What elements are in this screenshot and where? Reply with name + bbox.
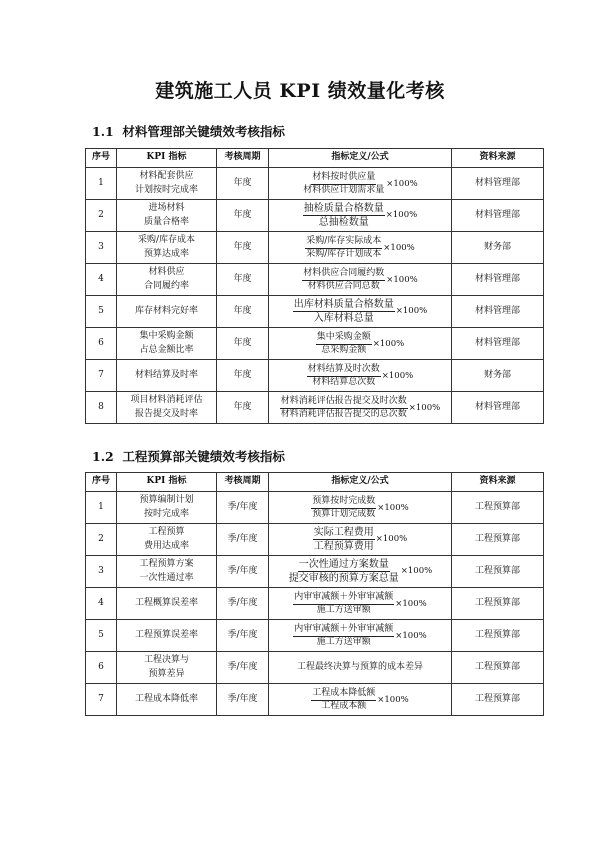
assessment-period: 季/年度: [217, 620, 269, 652]
kpi-line: 项目材料消耗评估: [130, 395, 203, 406]
formula-numerator: 出库材料质量合格数量: [293, 299, 394, 310]
kpi-line: 进场材料: [148, 203, 185, 214]
formula-cell: [269, 392, 452, 424]
row-number: 3: [86, 556, 117, 588]
formula-denominator: 材料结算总次数: [312, 376, 376, 387]
formula-multiplier: ×100%: [395, 630, 427, 641]
row-number: 2: [86, 200, 117, 232]
row-number: 4: [86, 588, 117, 620]
header-period: 考核周期: [217, 473, 269, 492]
formula-multiplier: ×100%: [386, 274, 418, 285]
kpi-line: 合同履约率: [143, 280, 189, 291]
formula-denominator: 总采购金额: [321, 344, 367, 355]
formula-cell: [269, 168, 452, 200]
data-source: 工程预算部: [452, 492, 544, 524]
table-row: [86, 492, 544, 524]
kpi-line: 库存材料完好率: [134, 305, 198, 316]
formula-numerator: 内审审减额＋外审审减额: [293, 592, 394, 605]
data-source: 工程预算部: [452, 556, 544, 588]
formula: [293, 624, 426, 648]
fraction: [305, 236, 382, 260]
assessment-period: 年度: [217, 168, 269, 200]
table-row: [86, 556, 544, 588]
section-title: 工程预算部关键绩效考核指标: [122, 449, 285, 464]
formula-multiplier: ×100%: [395, 598, 427, 609]
table-row: [86, 588, 544, 620]
kpi-line: 材料结算及时率: [134, 369, 198, 380]
formula-denominator: 总抽检数量: [318, 217, 369, 228]
kpi-name: [117, 232, 217, 264]
table-row: [86, 168, 544, 200]
formula-multiplier: ×100%: [385, 210, 418, 221]
kpi-name: [117, 652, 217, 684]
formula-text: 工程最终决算与预算的成本差异: [296, 661, 423, 672]
row-number: 1: [86, 168, 117, 200]
kpi-line: 预算编制计划: [139, 495, 194, 506]
formula-cell: [269, 232, 452, 264]
assessment-period: 年度: [217, 200, 269, 232]
formula: [302, 172, 417, 196]
formula-multiplier: ×100%: [377, 502, 409, 513]
kpi-name: [117, 296, 217, 328]
formula-multiplier: ×100%: [372, 338, 405, 349]
kpi-line: 报告提交及时率: [134, 408, 198, 419]
formula: [316, 332, 404, 356]
fraction: [311, 496, 376, 520]
kpi-name: [117, 328, 217, 360]
kpi-name: [117, 392, 217, 424]
materials-kpi-table: [85, 148, 544, 424]
kpi-name: [117, 556, 217, 588]
section-number: 1.2: [92, 449, 114, 464]
kpi-line: 质量合格率: [143, 216, 189, 227]
assessment-period: 年度: [217, 328, 269, 360]
formula: [280, 396, 440, 420]
formula-multiplier: ×100%: [408, 402, 441, 413]
fraction: [302, 172, 385, 196]
formula-numerator: 材料供应合同履约数: [302, 268, 385, 281]
formula-numerator: 内审审减额＋外审审减额: [293, 624, 394, 637]
table-row: [86, 264, 544, 296]
kpi-name: [117, 588, 217, 620]
table-row: [86, 524, 544, 556]
kpi-line: 工程概算误差率: [134, 597, 198, 608]
table-row: [86, 296, 544, 328]
kpi-line: 占总金额比率: [139, 344, 194, 355]
section-heading-budget: [92, 447, 285, 465]
kpi-line: 计划按时完成率: [134, 184, 198, 195]
table-header-row: [86, 473, 544, 492]
header-formula: 指标定义/公式: [269, 149, 452, 168]
kpi-line: 预算达成率: [143, 248, 189, 259]
kpi-name: [117, 684, 217, 716]
header-formula: 指标定义/公式: [269, 473, 452, 492]
assessment-period: 年度: [217, 232, 269, 264]
formula-cell: [269, 492, 452, 524]
formula-denominator: 预算计划完成数: [312, 508, 376, 519]
data-source: 材料管理部: [452, 264, 544, 296]
data-source: 工程预算部: [452, 684, 544, 716]
header-source: 资料来源: [452, 473, 544, 492]
formula-numerator: 预算按时完成数: [311, 496, 376, 509]
section-number: 1.1: [92, 124, 114, 139]
section-title: 材料管理部关键绩效考核指标: [122, 124, 285, 139]
kpi-line: 工程成本降低率: [134, 693, 198, 704]
table-header-row: [86, 149, 544, 168]
budget-kpi-table: [85, 472, 544, 716]
header-no: 序号: [86, 149, 117, 168]
table-row: [86, 232, 544, 264]
kpi-name: [117, 524, 217, 556]
formula-multiplier: ×100%: [383, 242, 415, 253]
row-number: 7: [86, 360, 117, 392]
formula-numerator: 材料结算及时次数: [307, 364, 381, 377]
table-row: [86, 652, 544, 684]
row-number: 6: [86, 652, 117, 684]
data-source: 材料管理部: [452, 328, 544, 360]
data-source: 财务部: [452, 360, 544, 392]
kpi-name: [117, 620, 217, 652]
formula-denominator: 施工方送审额: [316, 604, 371, 615]
kpi-line: 采购/库存成本: [137, 235, 196, 246]
formula-multiplier: ×100%: [381, 370, 414, 381]
formula: [293, 298, 427, 325]
formula-cell: [269, 556, 452, 588]
row-number: 8: [86, 392, 117, 424]
kpi-name: [117, 168, 217, 200]
assessment-period: 季/年度: [217, 684, 269, 716]
fraction: [293, 298, 395, 325]
formula-numerator: 抽检质量合格数量: [303, 203, 384, 214]
formula-cell: [269, 360, 452, 392]
assessment-period: 年度: [217, 360, 269, 392]
row-number: 1: [86, 492, 117, 524]
kpi-line: 一次性通过率: [139, 572, 194, 583]
table-row: [86, 360, 544, 392]
row-number: 7: [86, 684, 117, 716]
formula-multiplier: ×100%: [375, 534, 408, 545]
table-row: [86, 200, 544, 232]
data-source: 工程预算部: [452, 620, 544, 652]
data-source: 工程预算部: [452, 524, 544, 556]
formula-cell: [269, 524, 452, 556]
row-number: 6: [86, 328, 117, 360]
formula: [303, 202, 417, 229]
table-row: [86, 328, 544, 360]
formula-multiplier: ×100%: [386, 178, 418, 189]
assessment-period: 年度: [217, 296, 269, 328]
assessment-period: 季/年度: [217, 524, 269, 556]
fraction: [303, 202, 385, 229]
formula-cell: [269, 588, 452, 620]
row-number: 3: [86, 232, 117, 264]
formula-cell: [269, 328, 452, 360]
fraction: [293, 624, 394, 648]
formula: [307, 364, 413, 388]
table-row: [86, 392, 544, 424]
formula: [311, 496, 408, 520]
kpi-line: 费用达成率: [143, 540, 189, 551]
fraction: [288, 558, 400, 585]
formula-numerator: 材料按时供应量: [311, 172, 376, 185]
formula-numerator: 采购/库存实际成本: [305, 236, 382, 249]
formula: [311, 688, 408, 712]
formula-denominator: 材料消耗评估报告提交的总次数: [280, 408, 407, 419]
formula-denominator: 提交审核的预算方案总量: [288, 573, 399, 584]
kpi-name: [117, 200, 217, 232]
formula-denominator: 采购/库存计划成本: [306, 248, 382, 259]
kpi-name: [117, 492, 217, 524]
fraction: [311, 688, 376, 712]
formula-numerator: 一次性通过方案数量: [298, 559, 389, 570]
fraction: [313, 526, 375, 553]
header-kpi: KPI 指标: [117, 473, 217, 492]
formula: [302, 268, 417, 292]
section-heading-materials: [92, 122, 285, 140]
assessment-period: 季/年度: [217, 588, 269, 620]
formula-multiplier: ×100%: [377, 694, 409, 705]
header-no: 序号: [86, 473, 117, 492]
page-title: 建筑施工人员 KPI 绩效量化考核: [155, 80, 445, 102]
kpi-line: 工程预算: [148, 527, 185, 538]
formula-denominator: 施工方送审额: [316, 636, 371, 647]
formula-cell: [269, 684, 452, 716]
formula-cell: [269, 296, 452, 328]
assessment-period: 年度: [217, 264, 269, 296]
formula: [288, 558, 432, 585]
assessment-period: 年度: [217, 392, 269, 424]
fraction: [316, 332, 372, 356]
kpi-line: 工程预算误差率: [134, 629, 198, 640]
kpi-name: [117, 360, 217, 392]
kpi-line: 材料供应: [148, 267, 185, 278]
formula-numerator: 工程成本降低额: [311, 688, 376, 701]
formula-denominator: 工程预算费用: [313, 541, 374, 552]
data-source: 材料管理部: [452, 200, 544, 232]
row-number: 2: [86, 524, 117, 556]
data-source: 材料管理部: [452, 168, 544, 200]
data-source: 工程预算部: [452, 652, 544, 684]
header-period: 考核周期: [217, 149, 269, 168]
formula-denominator: 入库材料总量: [313, 313, 374, 324]
formula: [313, 526, 407, 553]
table-row: [86, 620, 544, 652]
formula-cell: [269, 264, 452, 296]
data-source: 工程预算部: [452, 588, 544, 620]
formula-numerator: 材料消耗评估报告提交及时次数: [280, 396, 408, 409]
row-number: 5: [86, 296, 117, 328]
assessment-period: 季/年度: [217, 652, 269, 684]
data-source: 材料管理部: [452, 296, 544, 328]
header-source: 资料来源: [452, 149, 544, 168]
row-number: 5: [86, 620, 117, 652]
assessment-period: 季/年度: [217, 492, 269, 524]
formula-multiplier: ×100%: [395, 306, 428, 317]
data-source: 材料管理部: [452, 392, 544, 424]
formula-denominator: 工程成本额: [321, 700, 367, 711]
kpi-line: 工程预算方案: [139, 559, 194, 570]
kpi-line: 集中采购金额: [139, 331, 194, 342]
fraction: [307, 364, 381, 388]
header-kpi: KPI 指标: [117, 149, 217, 168]
formula: [305, 236, 414, 260]
fraction: [280, 396, 408, 420]
data-source: 财务部: [452, 232, 544, 264]
table-row: [86, 684, 544, 716]
formula-denominator: 材料供应计划需求量: [303, 184, 385, 195]
formula-cell: [269, 200, 452, 232]
formula-denominator: 材料供应合同总数: [307, 280, 380, 291]
formula-cell: [269, 620, 452, 652]
formula: [293, 592, 426, 616]
formula-numerator: 集中采购金额: [316, 332, 372, 345]
row-number: 4: [86, 264, 117, 296]
fraction: [302, 268, 385, 292]
formula-numerator: 实际工程费用: [313, 527, 374, 538]
kpi-line: 工程决算与: [143, 655, 189, 666]
kpi-line: 按时完成率: [143, 508, 189, 519]
assessment-period: 季/年度: [217, 556, 269, 588]
fraction: [293, 592, 394, 616]
kpi-line: 材料配套供应: [139, 171, 194, 182]
kpi-line: 预算差异: [148, 668, 185, 679]
formula-multiplier: ×100%: [400, 566, 433, 577]
formula-cell: [269, 652, 452, 684]
kpi-name: [117, 264, 217, 296]
